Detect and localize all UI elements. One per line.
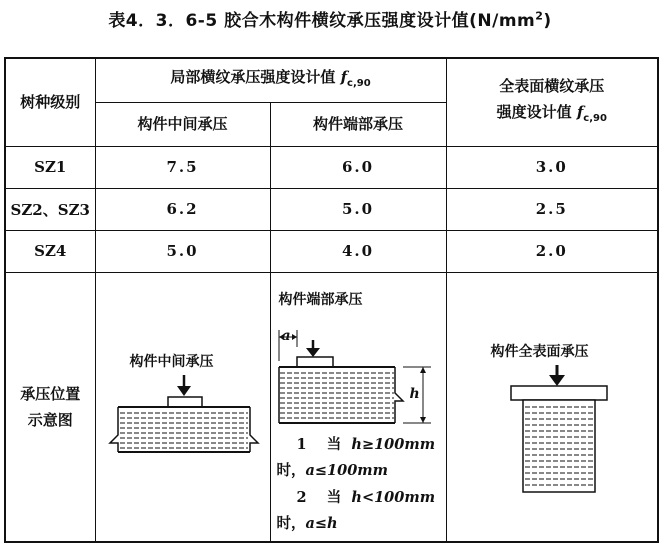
full-bearing-label: 构件全表面承压 [490, 343, 589, 360]
note-1: 1 当 h≥100mm [296, 435, 436, 453]
grade-cell: SZ2、SZ3 [5, 188, 95, 230]
middle-bearing-diagram-cell [95, 272, 270, 542]
table-row [5, 230, 658, 272]
table-row [5, 146, 658, 188]
full-value: 2.0 [446, 230, 658, 272]
strength-table [4, 57, 659, 543]
table-title: 表4．3．6-5 胶合木构件横纹承压强度设计值$(N/mm^2)$ [108, 9, 552, 31]
end-value: 5.0 [270, 188, 446, 230]
diagram-row-label: 承压位置 示意图 [5, 272, 95, 542]
middle-value: 5.0 [95, 230, 270, 272]
middle-bearing-diagram [96, 273, 271, 543]
note-2: 2 当 h<100mm [296, 488, 436, 506]
end-bearing-label: 构件端部承压 [278, 291, 363, 308]
full-value: 2.5 [446, 188, 658, 230]
grade-cell: SZ4 [5, 230, 95, 272]
header-local-strength: 局部横纹承压强度设计值 $f_{c,90}$ [95, 58, 446, 102]
full-bearing-diagram-cell [446, 272, 658, 542]
subheader-middle: 构件中间承压 [95, 102, 270, 146]
end-value: 6.0 [270, 146, 446, 188]
subheader-end: 构件端部承压 [270, 102, 446, 146]
table-row [5, 188, 658, 230]
note-2-result: 时，a≤h [276, 514, 338, 532]
middle-bearing-label: 构件中间承压 [129, 353, 214, 370]
end-bearing-diagram-cell [270, 272, 446, 542]
header-full-surface: 全表面横纹承压 强度设计值 $f_{c,90}$ [446, 58, 658, 146]
note-1-result: 时，a≤100mm [276, 461, 388, 479]
full-value: 3.0 [446, 146, 658, 188]
end-value: 4.0 [270, 230, 446, 272]
middle-value: 7.5 [95, 146, 270, 188]
grade-cell: SZ1 [5, 146, 95, 188]
diagram-row [5, 272, 658, 542]
middle-value: 6.2 [95, 188, 270, 230]
full-bearing-diagram [447, 273, 659, 543]
dim-h-label: h [409, 385, 420, 402]
dim-a-label: a [281, 327, 291, 344]
header-species: 树种级别 [5, 58, 95, 146]
